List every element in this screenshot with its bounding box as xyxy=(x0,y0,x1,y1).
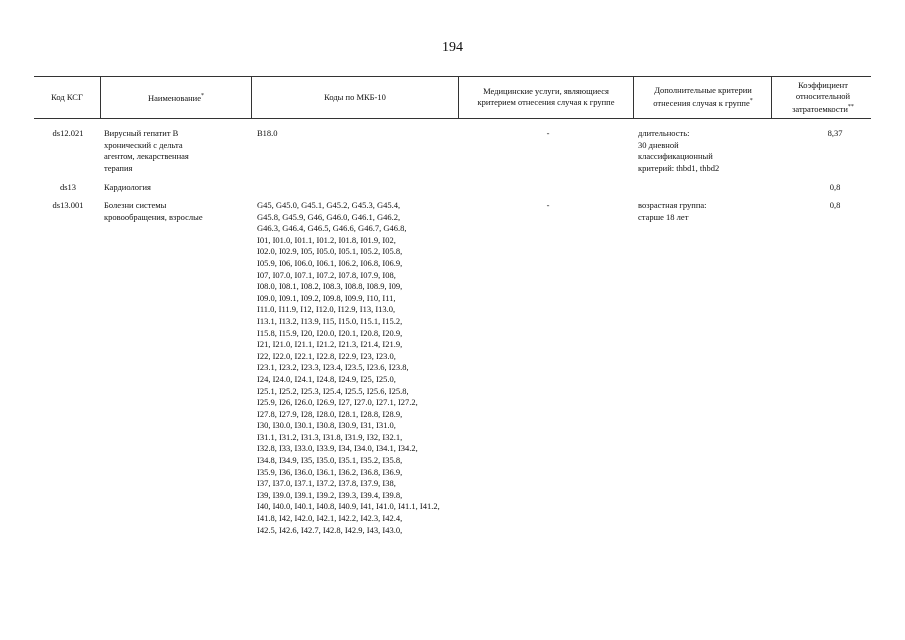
row-name: Кардиология xyxy=(104,182,151,192)
row-icd-codes: G45, G45.0, G45.1, G45.2, G45.3, G45.4, G45.8, G45.9, G46, G46.0, G46.1, G46.2, G46.3, G46.4, G46.5, G46.6, G46.7, G46.8, I01, I01.0, I01.1, I01.2, I01.8, I01.9, I02, I02.0, I02.9, I05, I05.0, I05.1, I05.2, I05.8, I05.9, I06, I06.0, I06.1, I06.2, I06.8, I06.9, I07, I07.0, I07.1, I07.2, I07.8, I07.9, I08, I08.0, I08.1, I08.2, I08.3, I08.8, I08.9, I09, I09.0, I09.1, I09.2, I09.8, I09.9, I10, I11, I11.0, I11.9, I12, I12.0, I12.9, I13, I13.0, I13.1, I13.2, I13.9, I15, I15.0, I15.1, I15.2, I15.8, I15.9, I20, I20.0, I20.1, I20.8, I20.9, I21, I21.0, I21.1, I21.2, I21.3, I21.4, I21.9, I22, I22.0, I22.1, I22.8, I22.9, I23, I23.0, I23.1, I23.2, I23.3, I23.4, I23.5, I23.6, I23.8, I24, I24.0, I24.1, I24.8, I24.9, I25, I25.0, I25.1, I25.2, I25.3, I25.4, I25.5, I25.6, I25.8, I25.9, I26, I26.0, I26.9, I27, I27.0, I27.1, I27.2, I27.8, I27.9, I28, I28.0, I28.1, I28.8, I28.9, I30, I30.0, I30.1, I30.8, I30.9, I31, I31.0, I31.1, I31.2, I31.3, I31.8, I31.9, I32, I32.1, I32.8, I33, I33.0, I33.9, I34, I34.0, I34.1, I34.2, I34.8, I34.9, I35, I35.0, I35.1, I35.2, I35.8, I35.9, I36, I36.0, I36.1, I36.2, I36.8, I36.9, I37, I37.0, I37.1, I37.2, I37.8, I37.9, I38, I39, I39.0, I39.1, I39.2, I39.3, I39.4, I39.8, I40, I40.0, I40.1, I40.8, I40.9, I41, I41.0, I41.1, I41.2, I41.8, I42, I42.0, I42.1, I42.2, I42.3, I42.4, I42.5, I42.6, I42.7, I42.8, I42.9, I43, I43.0, xyxy=(257,200,440,535)
header-services: Медицинские услуги, являющиеся критерием отнесения случая к группе xyxy=(477,86,615,107)
row-icd-codes: B18.0 xyxy=(257,128,278,138)
row-coefficient: 0,8 xyxy=(829,182,841,192)
header-name: Наименование* xyxy=(148,92,204,103)
row-name: Болезни системы кровообращения, взрослые xyxy=(104,200,203,222)
row-code: ds12.021 xyxy=(52,128,84,138)
row-coefficient: 0,8 xyxy=(829,200,841,210)
header-code: Код КСГ xyxy=(51,91,83,102)
row-code: ds13 xyxy=(59,182,77,192)
row-extra-criteria: возрастная группа: старше 18 лет xyxy=(638,200,707,222)
header-coefficient: Коэффициент относительной затратоемкости** xyxy=(792,79,854,114)
header-extra-criteria: Дополнительные критерии отнесения случая к группе* xyxy=(653,85,753,108)
row-services: - xyxy=(546,128,550,138)
column-divider xyxy=(458,76,459,118)
header-icd: Коды по МКБ-10 xyxy=(324,91,386,102)
row-name: Вирусный гепатит B хронический с дельта агентом, лекарственная терапия xyxy=(104,128,189,173)
page-number: 194 xyxy=(442,40,463,55)
row-coefficient: 8,37 xyxy=(827,128,843,138)
row-code: ds13.001 xyxy=(52,200,84,210)
column-divider xyxy=(633,76,634,118)
table-header-rule xyxy=(34,118,871,119)
row-extra-criteria: длительность: 30 дневной классификационный критерий: thbd1, thbd2 xyxy=(638,128,720,173)
row-services: - xyxy=(546,200,550,210)
column-divider xyxy=(771,76,772,118)
